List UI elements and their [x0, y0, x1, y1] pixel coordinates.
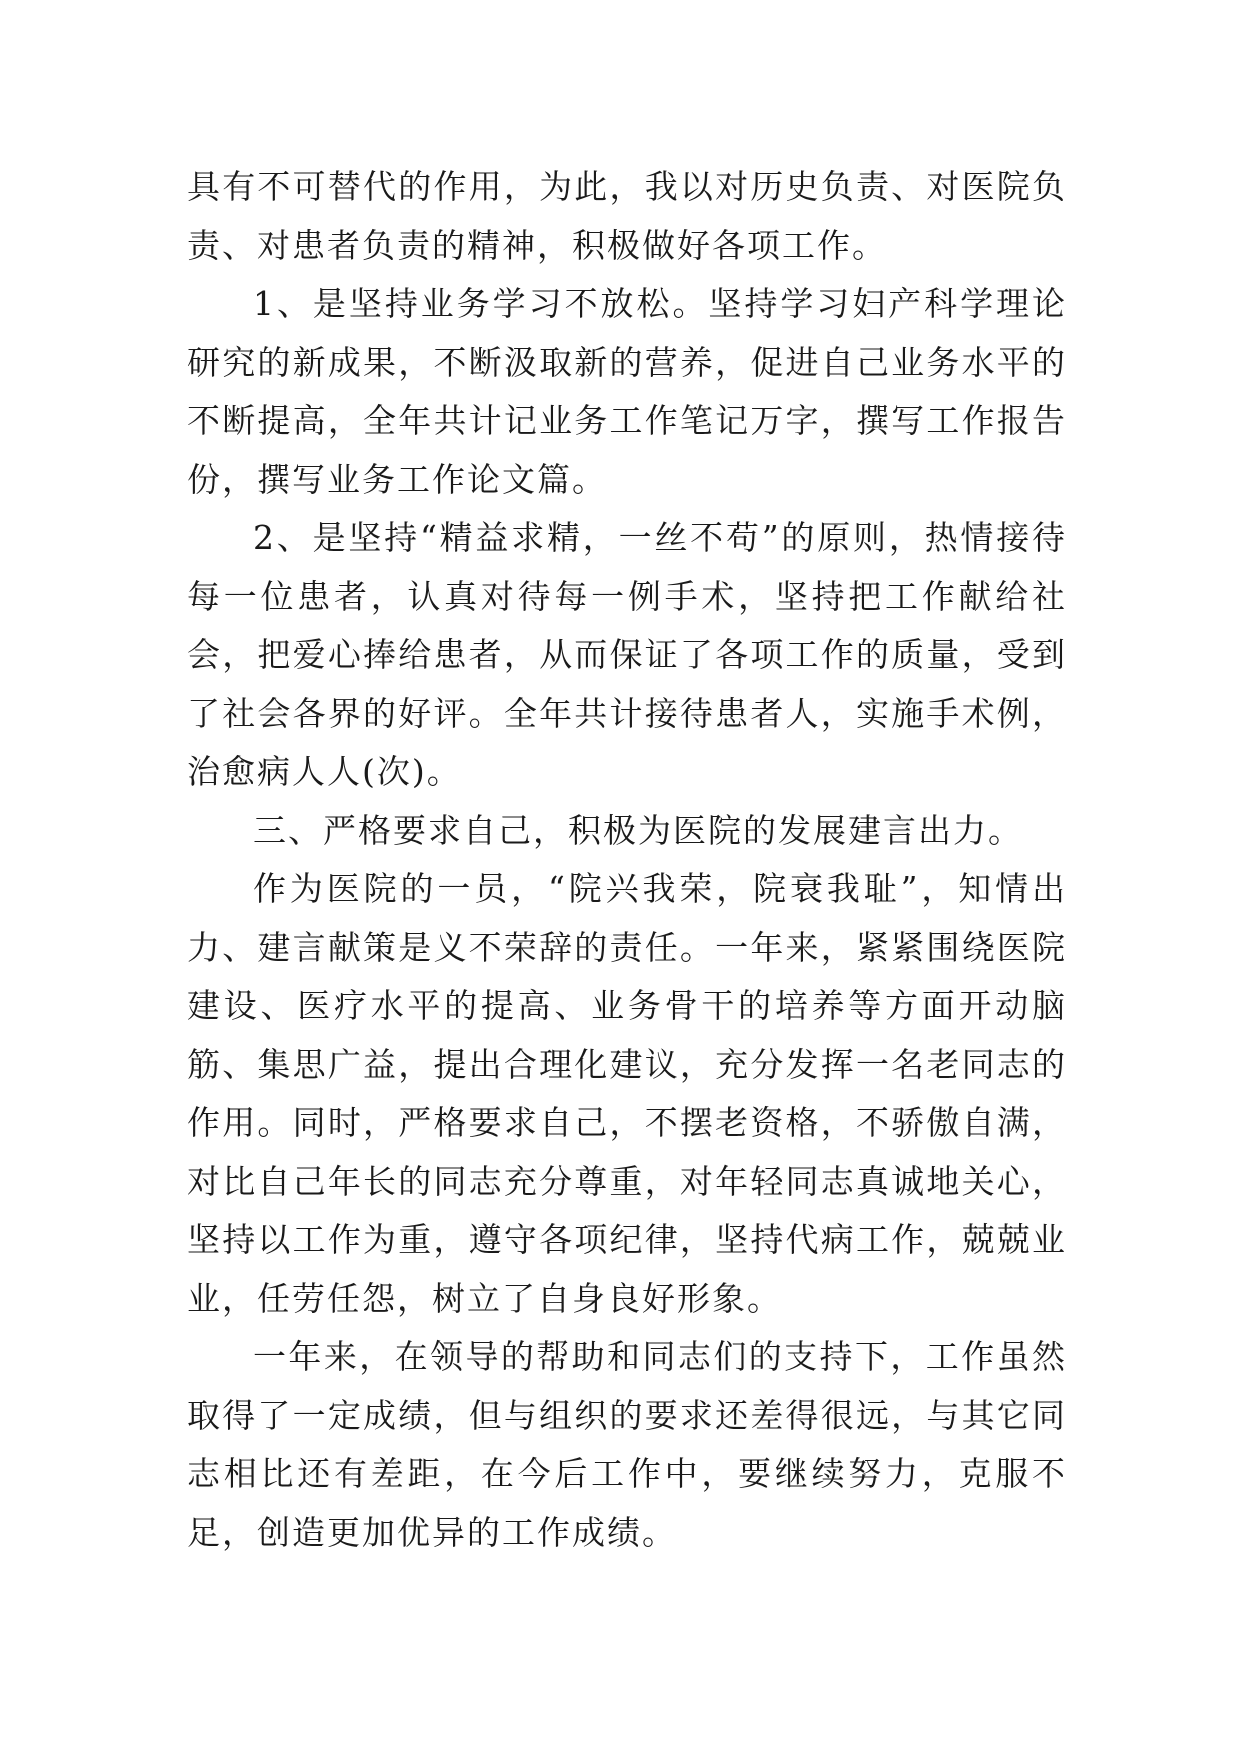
paragraph-continuation: 具有不可替代的作用，为此，我以对历史负责、对医院负责、对患者负责的精神，积极做好各项工作。 [187, 167, 1067, 265]
document-body [187, 158, 1067, 1562]
paragraph-principle: 2、是坚持“精益求精，一丝不苟”的原则，热情接待每一位患者，认真对待每一例手术，坚持把工作献给社会，把爱心捧给患者，从而保证了各项工作的质量，受到了社会各界的好评。全年共计接待患者人，实施手术例，治愈病人人(次)。 [187, 518, 1067, 791]
paragraph-hospital-member: 作为医院的一员，“院兴我荣，院衰我耻”，知情出力、建言献策是义不荣辞的责任。一年来，紧紧围绕医院建设、医疗水平的提高、业务骨干的培养等方面开动脑筋、集思广益，提出合理化建议，充分发挥一名老同志的作用。同时，严格要求自己，不摆老资格，不骄傲自满，对比自己年长的同志充分尊重，对年轻同志真诚地关心，坚持以工作为重，遵守各项纪律，坚持代病工作，兢兢业业，任劳任怨，树立了自身良好形象。 [187, 869, 1067, 1318]
section-heading-three: 三、严格要求自己，积极为医院的发展建言出力。 [253, 810, 1023, 850]
paragraph-conclusion: 一年来，在领导的帮助和同志们的支持下，工作虽然取得了一定成绩，但与组织的要求还差得很远，与其它同志相比还有差距，在今后工作中，要继续努力，克服不足，创造更加优异的工作成绩。 [187, 1337, 1067, 1552]
paragraph-study: 1、是坚持业务学习不放松。坚持学习妇产科学理论研究的新成果，不断汲取新的营养，促进自己业务水平的不断提高，全年共计记业务工作笔记万字，撰写工作报告份，撰写业务工作论文篇。 [187, 284, 1067, 499]
